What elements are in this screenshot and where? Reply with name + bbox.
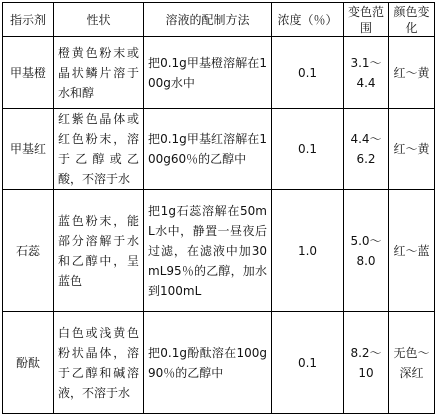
indicator-preparation: 把0.1g甲基红溶解在100g60％的乙醇中 <box>144 109 272 190</box>
header-change: 颜色变化 <box>389 3 435 37</box>
indicator-name: 酚酞 <box>3 312 54 414</box>
indicator-preparation: 把0.1g酚酞溶在100g90％的乙醇中 <box>144 312 272 414</box>
indicator-property: 红紫色晶体或红色粉末，溶于乙醇或乙酸，不溶于水 <box>54 109 144 190</box>
indicator-change: 红～黄 <box>389 37 435 109</box>
table-row <box>3 190 435 312</box>
indicator-concentration: 0.1 <box>272 109 344 190</box>
indicator-name: 甲基橙 <box>3 37 54 109</box>
header-indicator: 指示剂 <box>3 3 54 37</box>
indicator-change: 无色～深红 <box>389 312 435 414</box>
indicator-change: 红～蓝 <box>389 190 435 312</box>
indicator-name: 甲基红 <box>3 109 54 190</box>
table-header-row <box>3 3 435 37</box>
table-row <box>3 109 435 190</box>
indicator-range: 8.2～10 <box>344 312 389 414</box>
indicator-preparation: 把1g石蕊溶解在50mL水中，静置一昼夜后过滤，在滤液中加30mL95％的乙醇，加水到100mL <box>144 190 272 312</box>
indicator-concentration: 0.1 <box>272 37 344 109</box>
indicator-preparation: 把0.1g甲基橙溶解在100g水中 <box>144 37 272 109</box>
indicator-name: 石蕊 <box>3 190 54 312</box>
header-property: 性状 <box>54 3 144 37</box>
indicator-change: 红～黄 <box>389 109 435 190</box>
indicator-table <box>2 2 435 414</box>
table-row <box>3 37 435 109</box>
indicator-range: 4.4～6.2 <box>344 109 389 190</box>
header-range: 变色范围 <box>344 3 389 37</box>
header-preparation: 溶液的配制方法 <box>144 3 272 37</box>
header-concentration: 浓度（％） <box>272 3 344 37</box>
indicator-range: 3.1～4.4 <box>344 37 389 109</box>
indicator-concentration: 0.1 <box>272 312 344 414</box>
indicator-range: 5.0～8.0 <box>344 190 389 312</box>
table-row <box>3 312 435 414</box>
indicator-property: 橙黄色粉末或晶状鳞片溶于水和醇 <box>54 37 144 109</box>
indicator-concentration: 1.0 <box>272 190 344 312</box>
indicator-property: 白色或浅黄色粉状晶体，溶于乙醇和碱溶液，不溶于水 <box>54 312 144 414</box>
indicator-property: 蓝色粉末，能部分溶解于水和乙醇中，呈蓝色 <box>54 190 144 312</box>
